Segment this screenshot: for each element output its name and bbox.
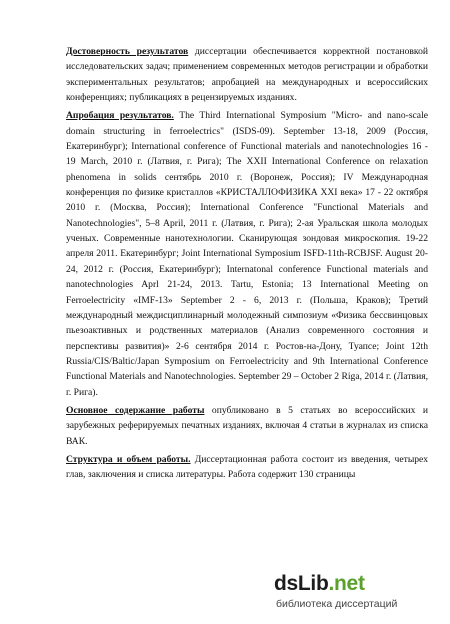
publications-heading: Основное содержание работы	[66, 404, 205, 416]
publications-text: опубликовано в 5 статьях во всероссийских и зарубежных реферируемых печатных изданиях, включая 4 статьи в журналах из списка ВАК.	[66, 404, 428, 447]
reliability-text: диссертации обеспечивается корректной постановкой исследовательских задач; применением современных методов регистрации и обработки экспериментальных результатов; апробацией на международных и всероссийских конференциях; публикациях в рецензируемых изданиях.	[66, 46, 428, 104]
site-tagline: библиотека диссертаций	[276, 598, 398, 610]
approbation-text: The Third International Symposium "Micro- and nano-scale domain structuring in ferroelectrics" (ISDS-09). September 13-18, 2009 (Россия, Екатеринбург); International conference of Functional materials and nanotechnologies 16 - 19 March, 2010 г. (Латвия, г. Рига); The XXII International Conference on relaxation phenomena in solids сентябрь 2010 г. (Воронеж, Россия); IV Международная конференция по физике кристаллов «КРИСТАЛЛОФИЗИКА XXI века» 17 - 22 октября 2010 г. (Москва, Россия); International Conference "Functional Materials and Nanotechnologies", 5–8 April, 2011 г. (Латвия, г. Рига); 2-ая Уральская школа молодых ученых. Современные нанотехнологии. Сканирующая зондовая микроскопия. 19-22 апреля 2011. Екатеринбург; Joint International Symposium ISFD-11th-RCBJSF. August 20-24, 2012 г. (Россия, Екатеринбург); Internatonal conference Functional materials and nanotechnologies Aprl 21-24, 2013. Tartu, Estonia; 13 International Meeting on Ferroelectricity «IMF-13» September 2 - 6, 2013 г. (Польша, Краков); Третий международный междисциплинарный молодежный симпозиум «Физика бессвинцовых пьезоактивных и родственных материалов (Анализ современного состояния и перспективы развития)» 2-6 сентября 2014 г. Ростов-на-Дону, Туапсе; Joint 12th Russia/CIS/Baltic/Japan Symposium on Ferroelectricity and 9th International Conference Functional Materials and Nanotechnologies. September 29 – October 2 Riga, 2014 г. (Латвия, г. Рига).	[66, 110, 429, 398]
reliability-heading: Достоверность результатов	[66, 46, 189, 57]
site-logo	[274, 572, 365, 596]
approbation-paragraph	[66, 108, 428, 400]
document-page	[66, 44, 428, 486]
approbation-heading: Апробация результатов.	[66, 110, 174, 122]
reliability-paragraph	[66, 44, 428, 105]
logo-text-domain: .net	[328, 572, 365, 595]
logo-text-main: dsLib	[274, 572, 329, 595]
structure-paragraph	[66, 452, 428, 483]
site-watermark	[274, 572, 436, 616]
publications-paragraph	[66, 403, 428, 449]
structure-text: Диссертационная работа состоит из введения, четырех глав, заключения и списка литературы. Работа содержит 130 страницы	[66, 453, 428, 481]
structure-heading: Структура и объем работы.	[66, 453, 191, 465]
